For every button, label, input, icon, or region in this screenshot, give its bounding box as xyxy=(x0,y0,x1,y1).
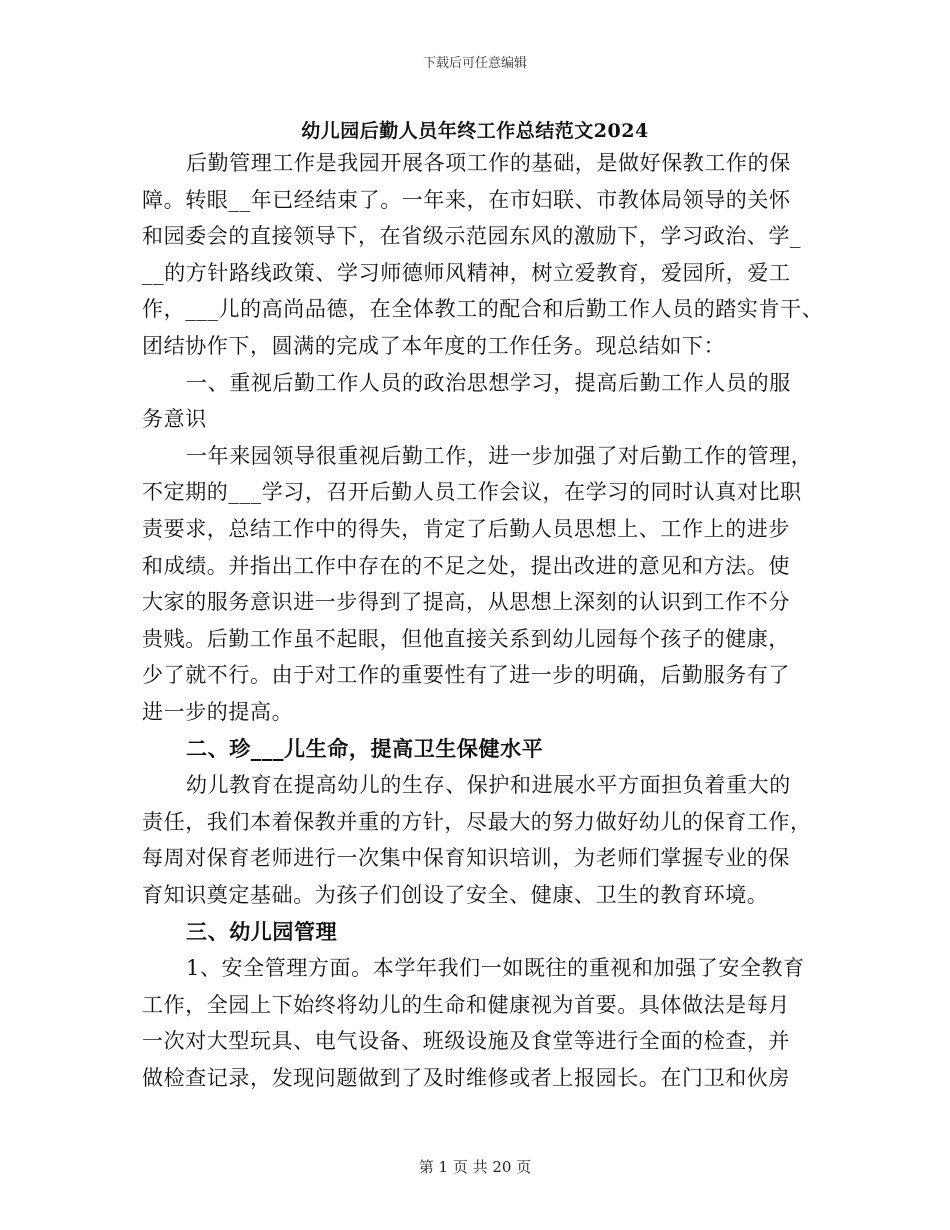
section-heading-line: 二、珍___儿生命，提高卫生保健水平 xyxy=(186,735,544,761)
body-text-line: 贵贱。后勤工作虽不起眼，但他直接关系到幼儿园每个孩子的健康， xyxy=(142,626,790,651)
body-text-line: 责任，我们本着保教并重的方针，尽最大的努力做好幼儿的保育工作， xyxy=(142,809,812,834)
body-text-line: 一、重视后勤工作人员的政治思想学习，提高后勤工作人员的服 xyxy=(186,370,791,395)
document-title: 幼儿园后勤人员年终工作总结范文2024 xyxy=(301,120,649,142)
body-text-line: 大家的服务意识进一步得到了提高，从思想上深刻的认识到工作不分 xyxy=(142,590,790,615)
body-text-line: 和园委会的直接领导下，在省级示范园东风的激励下，学习政治、学_ xyxy=(142,224,802,249)
body-text-line: 育知识奠定基础。为孩子们创设了安全、健康、卫生的教育环境。 xyxy=(142,883,769,907)
body-text-line: 障。转眼__年已经结束了。一年来，在市妇联、市教体局领导的关怀 xyxy=(142,187,791,212)
body-text-line: 工作，全园上下始终将幼儿的生命和健康视为首要。具体做法是每月 xyxy=(142,992,790,1017)
body-text-line: 幼儿教育在提高幼儿的生存、保护和进展水平方面担负着重大的 xyxy=(186,773,791,798)
body-text-line: 1、安全管理方面。本学年我们一如既往的重视和加强了安全教育 xyxy=(186,956,805,981)
body-text-line: 一次对大型玩具、电气设备、班级设施及食堂等进行全面的检查，并 xyxy=(142,1029,790,1054)
page-header-note: 下载后可任意编辑 xyxy=(422,56,527,71)
body-text-line: 不定期的___学习，召开后勤人员工作会议，在学习的同时认真对比职 xyxy=(142,480,802,505)
body-text-line: 一年来园领导很重视后勤工作，进一步加强了对后勤工作的管理， xyxy=(186,443,813,468)
page-number: 第 1 页 共 20 页 xyxy=(418,1158,532,1176)
body-text-line: 做检查记录，发现问题做到了及时维修或者上报园长。在门卫和伙房 xyxy=(142,1066,790,1090)
body-text-line: __的方针路线政策、学习师德师风精神，树立爱教育，爱园所，爱工 xyxy=(142,260,791,285)
body-text-line: 责要求，总结工作中的得失，肯定了后勤人员思想上、工作上的进步 xyxy=(142,517,790,541)
section-heading-line: 三、幼儿园管理 xyxy=(186,918,338,944)
body-text-line: 作，___儿的高尚品德，在全体教工的配合和后勤工作人员的踏实肯干、 xyxy=(142,297,824,322)
body-text-line: 后勤管理工作是我园开展各项工作的基础，是做好保教工作的保 xyxy=(186,151,791,175)
body-text-line: 每周对保育老师进行一次集中保育知识培训，为老师们掌握专业的保 xyxy=(142,846,790,871)
body-text-line: 进一步的提高。 xyxy=(142,700,294,724)
body-text-line: 少了就不行。由于对工作的重要性有了进一步的明确，后勤服务有了 xyxy=(142,663,790,688)
body-text-line: 团结协作下，圆满的完成了本年度的工作任务。现总结如下： xyxy=(142,334,726,358)
body-text-line: 务意识 xyxy=(142,407,207,432)
body-text-line: 和成绩。并指出工作中存在的不足之处，提出改进的意见和方法。使 xyxy=(142,553,790,578)
